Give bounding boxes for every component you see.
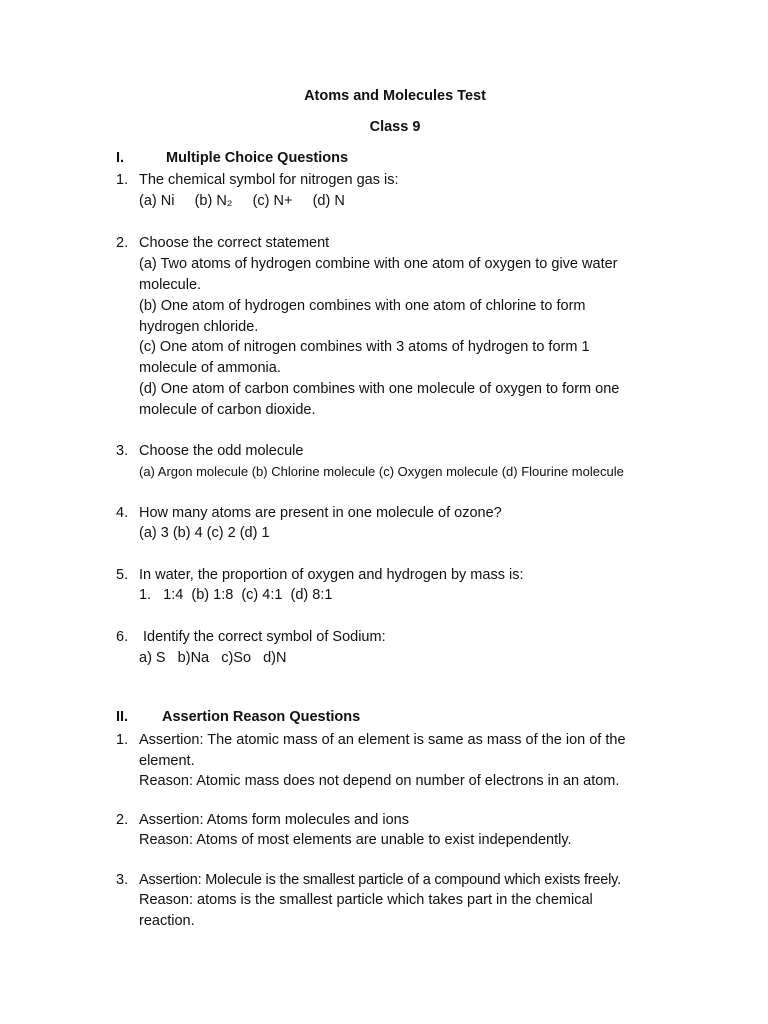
section-numeral: II. xyxy=(116,709,129,725)
answer-option-line: molecule of ammonia. xyxy=(139,360,281,376)
question-number: 5. xyxy=(116,567,129,583)
reason-text: Reason: Atoms of most elements are unable to exist independently. xyxy=(139,832,572,848)
answer-option-line: (b) One atom of hydrogen combines with one atom of chlorine to form xyxy=(139,298,586,314)
question-text: In water, the proportion of oxygen and hydrogen by mass is: xyxy=(139,567,524,583)
question-number: 2. xyxy=(116,235,129,251)
answer-options: (a) 3 (b) 4 (c) 2 (d) 1 xyxy=(139,525,270,541)
section-title: Assertion Reason Questions xyxy=(162,709,361,725)
assertion-text: Assertion: Molecule is the smallest particle of a compound which exists freely. xyxy=(139,872,621,888)
question-text: The chemical symbol for nitrogen gas is: xyxy=(139,172,399,188)
answer-option-line: molecule of carbon dioxide. xyxy=(139,402,316,418)
section-numeral: I. xyxy=(116,150,125,166)
question-text: Identify the correct symbol of Sodium: xyxy=(139,629,386,645)
question-number: 1. xyxy=(116,172,129,188)
section-title: Multiple Choice Questions xyxy=(166,150,349,166)
answer-option-line: (a) Two atoms of hydrogen combine with one atom of oxygen to give water xyxy=(139,256,618,272)
question-text: Choose the odd molecule xyxy=(139,443,304,459)
reason-text: reaction. xyxy=(139,913,195,929)
assertion-text: element. xyxy=(139,753,195,769)
answer-option-line: (d) One atom of carbon combines with one molecule of oxygen to form one xyxy=(139,381,620,397)
answer-option-line: (c) One atom of nitrogen combines with 3 atoms of hydrogen to form 1 xyxy=(139,339,590,355)
reason-text: Reason: atoms is the smallest particle which takes part in the chemical xyxy=(139,892,593,908)
reason-text: Reason: Atomic mass does not depend on number of electrons in an atom. xyxy=(139,773,620,789)
answer-option-line: hydrogen chloride. xyxy=(139,319,259,335)
answer-options: (a) Ni (b) N₂ (c) N+ (d) N xyxy=(139,193,345,209)
class-label: Class 9 xyxy=(369,119,421,135)
question-number: 1. xyxy=(116,732,129,748)
question-number: 2. xyxy=(116,812,129,828)
question-number: 4. xyxy=(116,505,129,521)
question-number: 6. xyxy=(116,629,129,645)
question-text: Choose the correct statement xyxy=(139,235,330,251)
answer-option-line: molecule. xyxy=(139,277,202,293)
assertion-text: Assertion: Atoms form molecules and ions xyxy=(139,812,409,828)
question-number: 3. xyxy=(116,443,129,459)
assertion-text: Assertion: The atomic mass of an element is same as mass of the ion of the xyxy=(139,732,626,748)
question-text: How many atoms are present in one molecule of ozone? xyxy=(139,505,502,521)
question-number: 3. xyxy=(116,872,129,888)
answer-options: 1. 1:4 (b) 1:8 (c) 4:1 (d) 8:1 xyxy=(139,587,333,603)
answer-options: (a) Argon molecule (b) Chlorine molecule (c) Oxygen molecule (d) Flourine molecule xyxy=(139,464,624,479)
document-title: Atoms and Molecules Test xyxy=(304,88,486,104)
answer-options: a) S b)Na c)So d)N xyxy=(139,650,287,666)
